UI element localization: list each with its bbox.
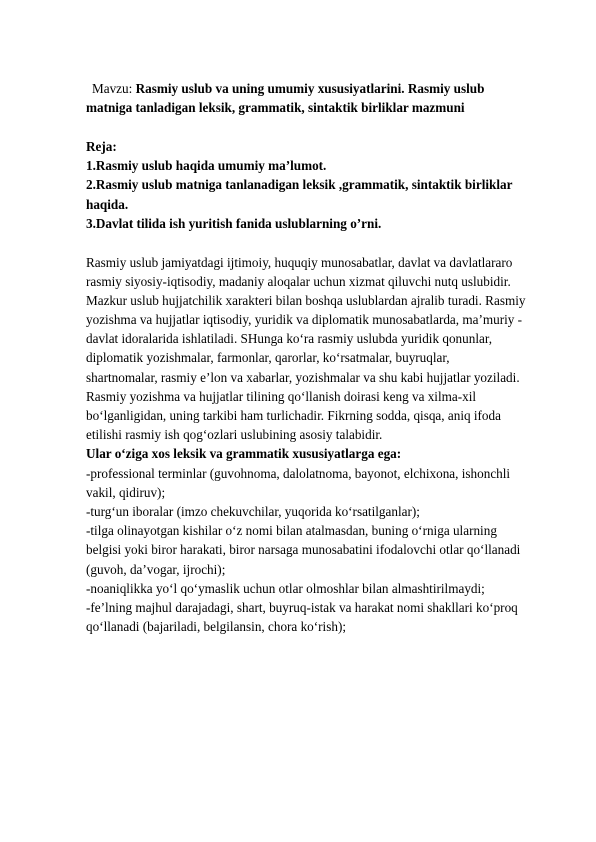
body-paragraph (86, 253, 561, 445)
plan-item-2-cont: haqida. (86, 196, 129, 212)
plan-heading: Reja: (86, 138, 117, 154)
plan-item-2: 2.Rasmiy uslub matniga tanlanadigan leksik ,grammatik, sintaktik birliklar (86, 177, 513, 193)
paragraph-line: rasmiy siyosiy-iqtisodiy, madaniy aloqalar uchun xizmat qiluvchi nutq uslubidir. (86, 273, 511, 289)
paragraph-line: etilishi rasmiy ish qog‘ozlari uslubining asosiy talabidir. (86, 427, 383, 443)
topic-line-1 (86, 79, 561, 98)
list-item: -tilga olinayotgan kishilar o‘z nomi bilan atalmasdan, buning o‘rniga ularning (86, 523, 497, 539)
paragraph-line: davlat idoralarida ishlatiladi. SHunga ko‘ra rasmiy uslubda yuridik qonunlar, (86, 331, 492, 347)
list-item: (guvoh, da’vogar, ijrochi); (86, 561, 226, 577)
plan-item-1: 1.Rasmiy uslub haqida umumiy ma’lumot. (86, 158, 327, 174)
list-item: -turg‘un iboralar (imzo chekuvchilar, yuqorida ko‘rsatilganlar); (86, 503, 420, 519)
list-item: -noaniqlikka yo‘l qo‘ymaslik uchun otlar olmoshlar bilan almashtirilmaydi; (86, 580, 485, 596)
list-item: -professional terminlar (guvohnoma, dalolatnoma, bayonot, elchixona, ishonchli (86, 465, 511, 481)
features-list (86, 464, 561, 637)
list-item: qo‘llanadi (bajariladi, belgilansin, chora ko‘rish); (86, 619, 347, 635)
paragraph-line: yozishma va hujjatlar iqtisodiy, yuridik va diplomatik munosabatlarda, ma’muriy - (86, 312, 523, 328)
topic-prefix: Mavzu: (92, 81, 136, 96)
topic-line-2: matniga tanladigan leksik, grammatik, sintaktik birliklar mazmuni (86, 100, 465, 116)
topic-title: Rasmiy uslub va uning umumiy xususiyatlarini. Rasmiy uslub (135, 81, 485, 96)
list-item: vakil, qidiruv); (86, 484, 166, 500)
list-item: belgisi yoki biror harakati, biror narsaga munosabatini ifodalovchi otlar qo‘llanadi (86, 542, 521, 558)
paragraph-line: Mazkur uslub hujjatchilik xarakteri bilan boshqa uslublardan ajralib turadi. Rasmiy (86, 292, 526, 308)
features-heading: Ular o‘ziga xos leksik va grammatik xususiyatlarga ega: (86, 446, 402, 462)
paragraph-line: Rasmiy uslub jamiyatdagi ijtimoiy, huquqiy munosabatlar, davlat va davlatlararo (86, 254, 513, 270)
paragraph-line: bo‘lganligidan, uning tarkibi ham turlichadir. Fikrning sodda, qisqa, aniq ifoda (86, 408, 501, 423)
paragraph-line: shartnomalar, rasmiy e’lon va xabarlar, yozishmalar va shu kabi hujjatlar yoziladi. (86, 369, 520, 385)
list-item: -fe’lning majhul darajadagi, shart, buyruq-istak va harakat nomi shakllari ko‘proq (86, 599, 518, 615)
paragraph-line: Rasmiy yozishma va hujjatlar tilining qo‘llanish doirasi keng va xilma-xil (86, 388, 477, 404)
spacer (86, 117, 561, 137)
paragraph-line: diplomatik yozishmalar, farmonlar, qarorlar, ko‘rsatmalar, buyruqlar, (86, 350, 450, 366)
document-page (86, 79, 561, 636)
plan-item-3: 3.Davlat tilida ish yuritish fanida uslublarning o’rni. (86, 215, 382, 231)
spacer (86, 233, 561, 253)
